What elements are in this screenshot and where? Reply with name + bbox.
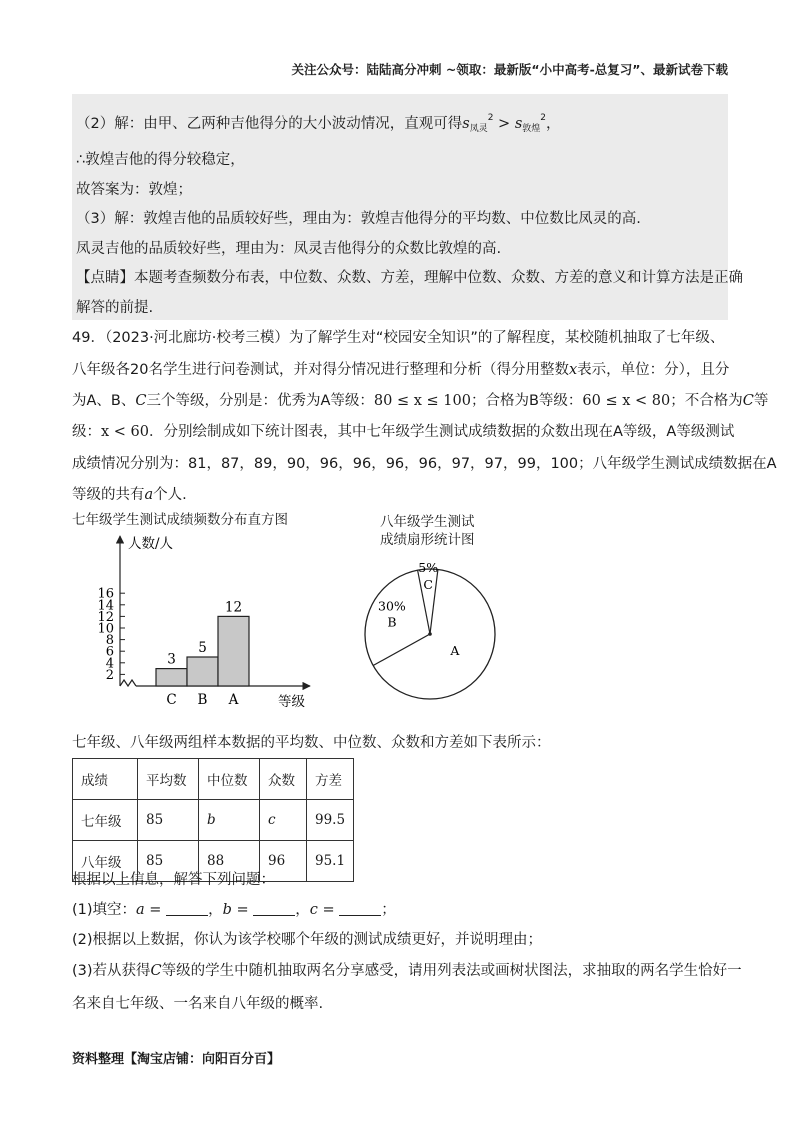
stats-table bbox=[72, 758, 354, 882]
problem-line-2: 八年级各20名学生进行问卷测试，并对得分情况进行整理和分析（得分用整数x表示，单位：分），且分 bbox=[72, 362, 730, 378]
question-1: (1)填空：a = ，b = ，c = ； bbox=[72, 902, 396, 918]
bar-B bbox=[187, 657, 218, 686]
category-label: C bbox=[166, 692, 177, 708]
y-tick-label: 4 bbox=[105, 656, 114, 672]
pie-chart bbox=[350, 540, 530, 740]
table-cell: b bbox=[199, 800, 260, 841]
pie-title-line-2: 成绩扇形统计图 bbox=[380, 532, 475, 548]
y-tick-label: 6 bbox=[105, 644, 114, 660]
table-header-cell: 方差 bbox=[307, 759, 354, 800]
answer-blank-b[interactable] bbox=[253, 901, 295, 916]
table-header-cell: 成绩 bbox=[73, 759, 138, 800]
table-cell: 85 bbox=[138, 841, 199, 882]
pie-center bbox=[428, 632, 432, 636]
y-tick-label: 16 bbox=[97, 586, 114, 602]
solution-line-5: 凤灵吉他的品质较好些，理由为：凤灵吉他得分的众数比敦煌的高. bbox=[76, 241, 502, 257]
y-tick-label: 12 bbox=[97, 609, 114, 625]
page-footer: 资料整理【淘宝店铺：向阳百分百】 bbox=[72, 1052, 281, 1067]
y-tick-label: 2 bbox=[105, 667, 114, 683]
histogram-bars bbox=[156, 599, 249, 708]
table-header-cell: 众数 bbox=[260, 759, 307, 800]
table-cell: 八年级 bbox=[73, 841, 138, 882]
slice-label-C: C bbox=[423, 577, 433, 593]
bar-C bbox=[156, 669, 187, 686]
solution-line-7: 解答的前提. bbox=[76, 300, 154, 316]
y-tick-label: 14 bbox=[97, 598, 114, 614]
problem-line-3: 为A、B、C三个等级，分别是：优秀为A等级：80 ≤ x ≤ 100；合格为B等级：60 ≤ x < 80；不合格为C等 bbox=[72, 393, 769, 409]
histogram-title: 七年级学生测试成绩频数分布直方图 bbox=[72, 512, 288, 528]
table-row bbox=[73, 800, 354, 841]
table-header-cell: 平均数 bbox=[138, 759, 199, 800]
slice-percent-C: 5% bbox=[418, 560, 439, 576]
y-tick-label: 8 bbox=[105, 633, 114, 649]
histogram-y-ticks bbox=[97, 587, 125, 683]
table-header-cell: 中位数 bbox=[199, 759, 260, 800]
slice-label-A: A bbox=[450, 642, 460, 658]
page-header: 关注公众号：陆陆高分冲刺 ~领取：最新版“小中高考-总复习”、最新试卷下载 bbox=[291, 62, 728, 77]
table-cell: 85 bbox=[138, 800, 199, 841]
category-label: B bbox=[197, 692, 208, 708]
answer-blank-a[interactable] bbox=[166, 901, 208, 916]
bar-value-label: 12 bbox=[224, 599, 243, 616]
table-cell: 99.5 bbox=[307, 800, 354, 841]
solution-line-6: 【点睛】本题考查频数分布表，中位数、众数、方差，理解中位数、众数、方差的意义和计算方法是正确 bbox=[76, 270, 743, 286]
bar-A bbox=[218, 616, 249, 686]
solution-line-3: 故答案为：敦煌； bbox=[76, 182, 192, 198]
bar-value-label: 5 bbox=[198, 640, 207, 656]
questions-intro: 根据以上信息，解答下列问题： bbox=[72, 872, 275, 888]
table-header-row bbox=[73, 759, 354, 800]
question-3-line-2: 名来自七年级、一名来自八年级的概率. bbox=[72, 996, 324, 1012]
question-2: (2)根据以上数据，你认为该学校哪个年级的测试成绩更好，并说明理由； bbox=[72, 932, 543, 948]
slice-percent-B: 30% bbox=[378, 598, 406, 614]
solution-line-4: （3）解：敦煌吉他的品质较好些，理由为：敦煌吉他得分的平均数、中位数比凤灵的高. bbox=[76, 211, 641, 227]
solution-line-1: （2）解：由甲、乙两种吉他得分的大小波动情况，直观可得$s_{凤灵}^2 > s_{敦煌}^2$， bbox=[76, 113, 561, 134]
problem-line-5: 成绩情况分别为：81，87，89，90，96，96，96，96，97，97，99，100；八年级学生测试成绩数据在A bbox=[72, 456, 777, 472]
problem-line-1: 49．（2023·河北廊坊·校考三模）为了解学生对“校园安全知识”的了解程度，某校随机抽取了七年级、 bbox=[72, 330, 725, 346]
histogram-y-label: 人数/人 bbox=[128, 536, 174, 552]
pie-title-line-1: 八年级学生测试 bbox=[380, 514, 475, 530]
answer-blank-c[interactable] bbox=[339, 901, 381, 916]
table-cell: 七年级 bbox=[73, 800, 138, 841]
table-intro: 七年级、八年级两组样本数据的平均数、中位数、众数和方差如下表所示： bbox=[72, 735, 551, 751]
slice-label-B: B bbox=[387, 614, 397, 630]
bar-value-label: 3 bbox=[167, 651, 176, 668]
table-cell: 88 bbox=[199, 841, 260, 882]
problem-line-4: 级：x < 60．分别绘制成如下统计图表，其中七年级学生测试成绩数据的众数出现在A等级，A等级测试 bbox=[72, 424, 735, 440]
pie-slices bbox=[365, 560, 495, 699]
problem-line-6: 等级的共有a个人. bbox=[72, 487, 187, 503]
table-cell: c bbox=[260, 800, 307, 841]
table-cell: 96 bbox=[260, 841, 307, 882]
question-3: (3)若从获得C等级的学生中随机抽取两名分享感受，请用列表法或画树状图法，求抽取的两名学生恰好一 bbox=[72, 963, 742, 979]
solution-line-2: ∴敦煌吉他的得分较稳定， bbox=[76, 152, 245, 168]
y-tick-label: 10 bbox=[97, 621, 114, 637]
axis-break bbox=[120, 680, 136, 686]
histogram-x-label: 等级 bbox=[278, 694, 305, 710]
table-cell: 95.1 bbox=[307, 841, 354, 882]
category-label: A bbox=[228, 692, 239, 708]
